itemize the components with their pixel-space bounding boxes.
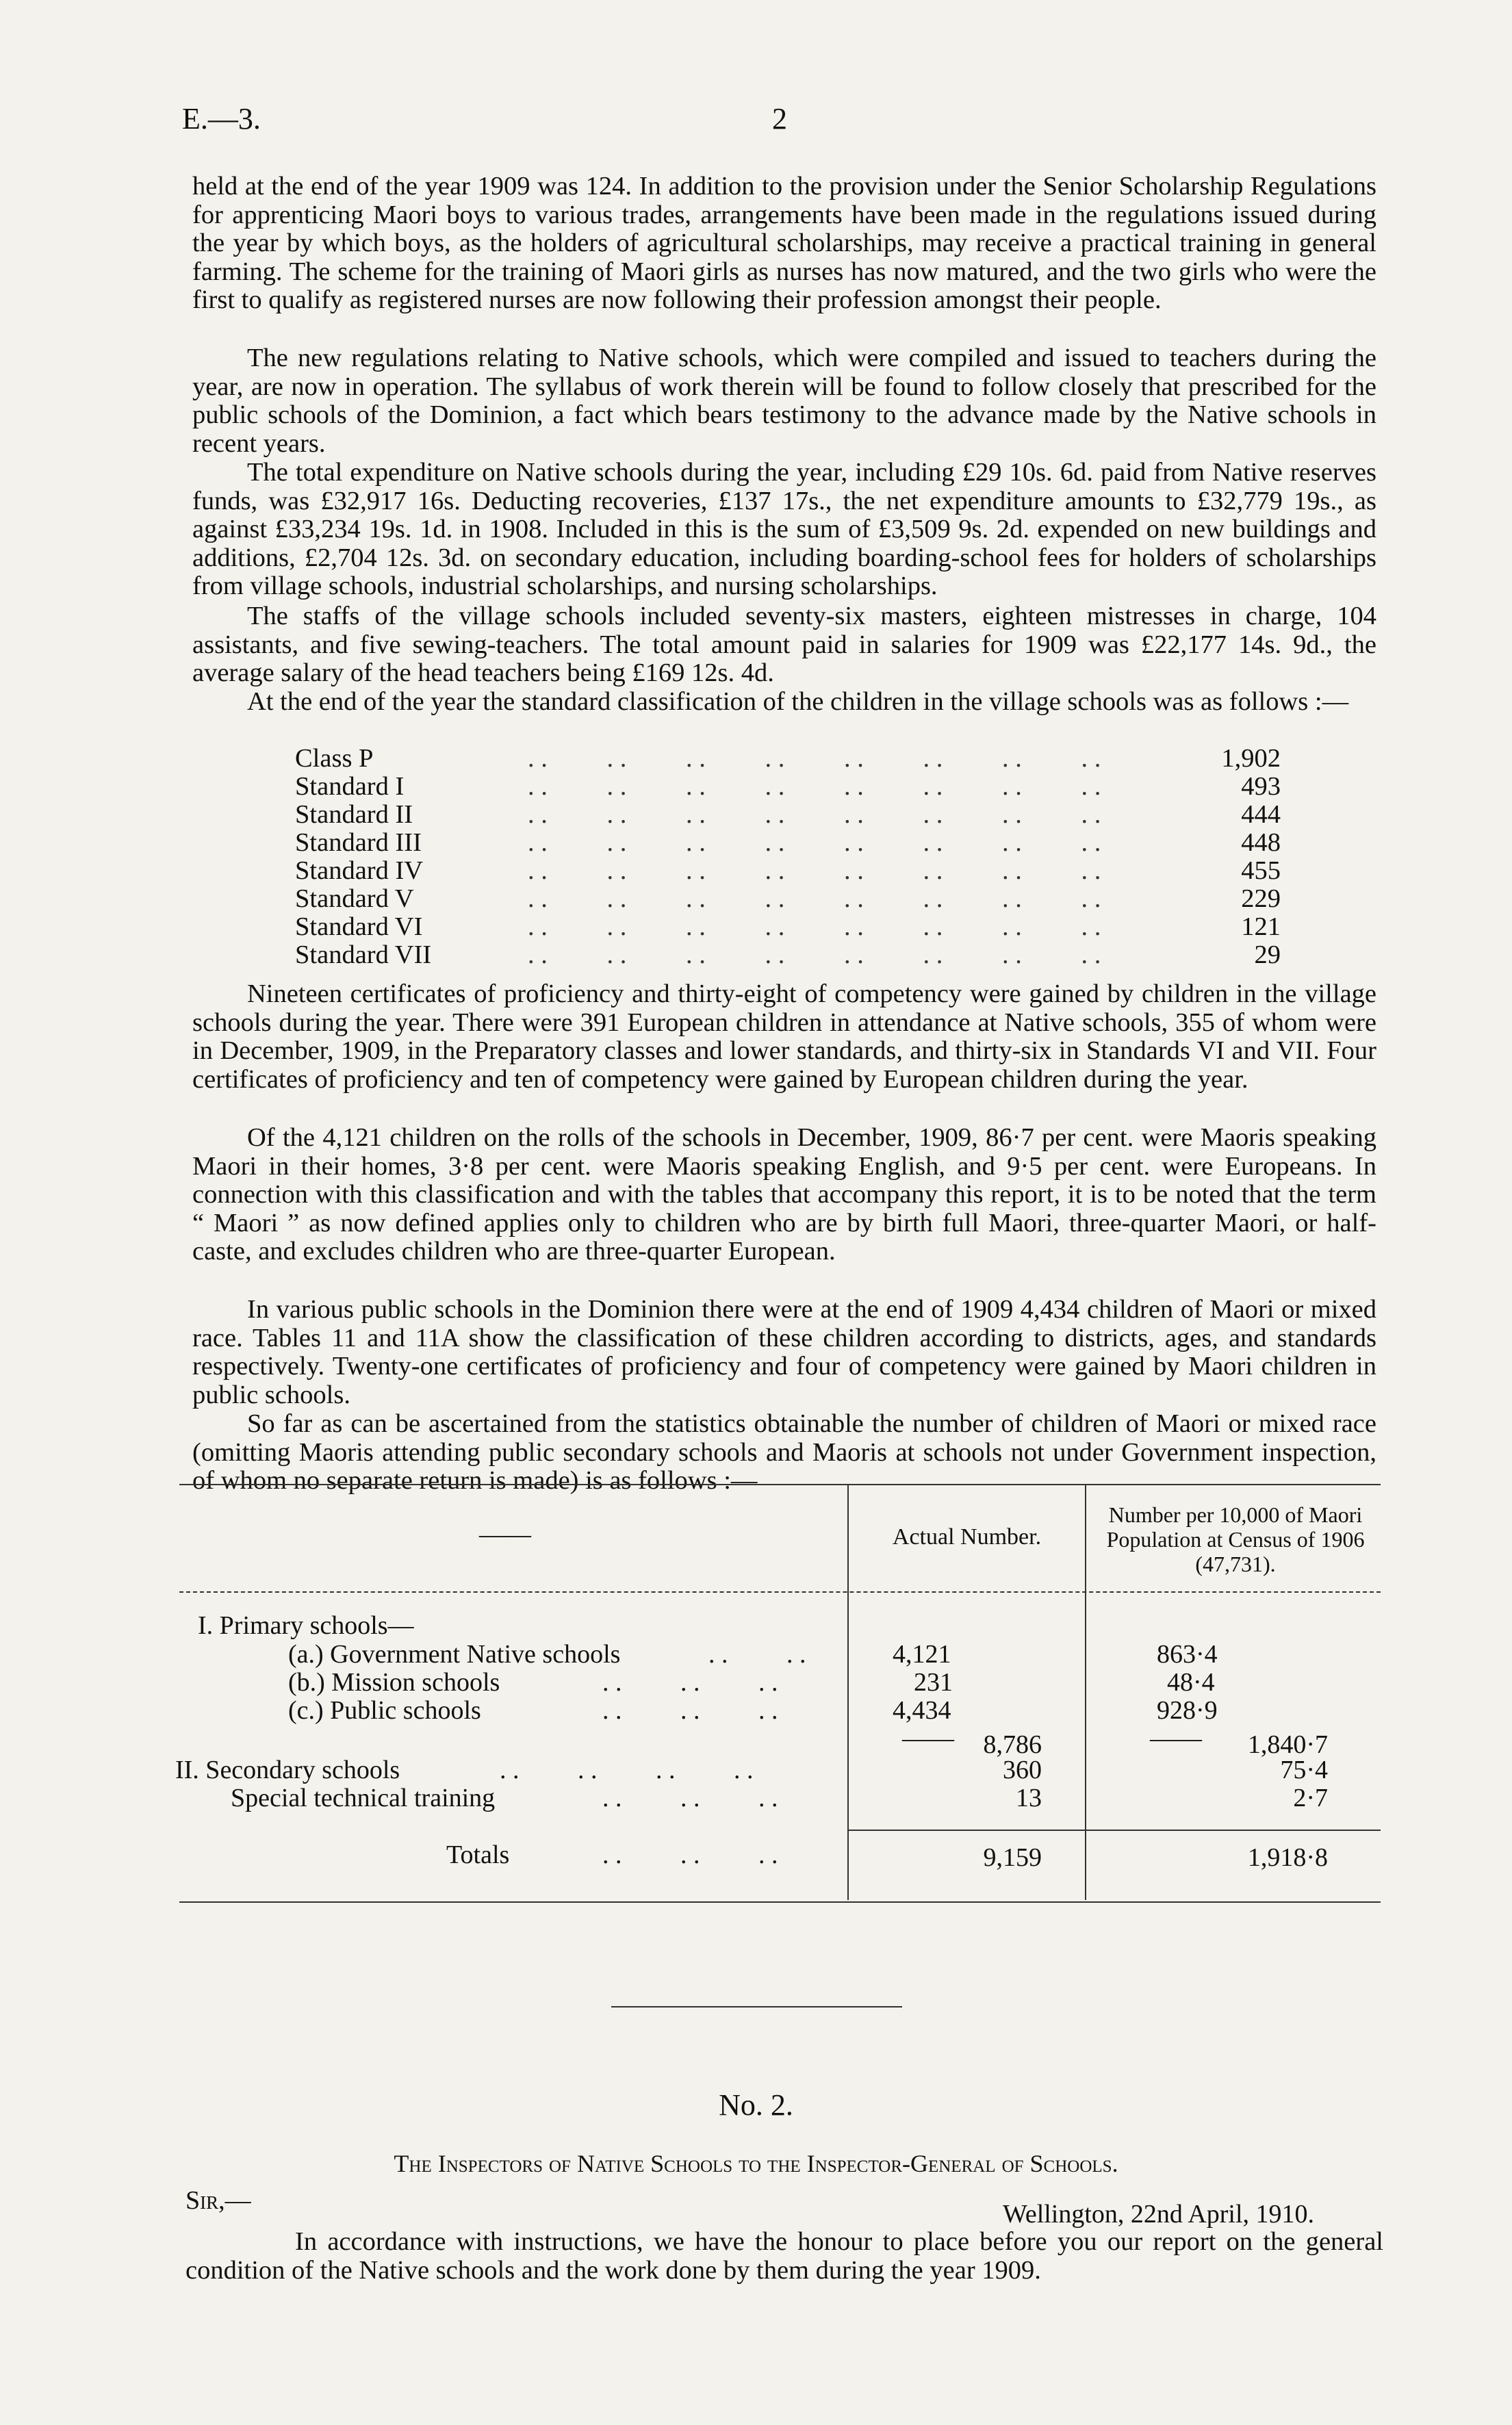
table-totals-label: Totals — [446, 1840, 510, 1869]
table-row-label: Special technical training — [231, 1784, 496, 1812]
paragraph-7: Of the 4,121 children on the rolls of the schools in December, 1909, 86·7 per cent. were Maoris speaking Maori in their homes, 3·8 per cent. were Maoris speaking English, and 9·5 per cent. were Europeans. In connection with this classification and with the tables that accompany this report, it is to be noted that the term “ Maori ” as now defined applies only to children who are by birth full Maori, three-quarter Maori, or half-caste, and excludes children who are three-quarter European. — [192, 1123, 1376, 1266]
classification-value: 493 — [1241, 772, 1281, 801]
classification-value: 444 — [1241, 800, 1281, 829]
classification-value: 229 — [1241, 884, 1281, 913]
classification-label: Standard VI — [295, 912, 423, 941]
page-number: 2 — [772, 102, 787, 136]
table-row-label: I. Primary schools— — [198, 1611, 414, 1640]
classification-label: Standard I — [295, 772, 405, 801]
table-row-label: II. Secondary schools — [175, 1756, 400, 1784]
table-cell-subtotal: 8,786 — [983, 1730, 1042, 1759]
table-row-label: (a.) Government Native schools — [288, 1640, 621, 1669]
classification-row: Standard IV . . . . . . . . . . . . . . . . 455 — [295, 856, 1281, 885]
classification-label: Standard VII — [295, 940, 432, 969]
table-totals-per-10000: 1,918·8 — [1247, 1843, 1328, 1872]
letter-body: In accordance with instructions, we have the honour to place before you our report on the general condition of the Native schools and the work done by them during the year 1909. — [185, 2227, 1383, 2285]
classification-value: 29 — [1254, 940, 1281, 969]
table-cell-per-10000: 928·9 — [1157, 1696, 1218, 1725]
table-cell-actual: 4,121 — [893, 1640, 951, 1669]
classification-label: Class P — [295, 744, 374, 773]
classification-row: Standard III . . . . . . . . . . . . . . . . 448 — [295, 828, 1281, 857]
table-cell-actual: 13 — [1016, 1784, 1042, 1812]
table-cell-actual: 360 — [1003, 1756, 1042, 1784]
paragraph-8: In various public schools in the Dominion there were at the end of 1909 4,434 children of Maori or mixed race. Tables 11 and 11A show the classification of these children according to districts, ages, and standards respectively. Twenty-one certificates of proficiency and four of competency were gained by Maori children in public schools. — [192, 1295, 1376, 1409]
classification-row: Standard V . . . . . . . . . . . . . . . . 229 — [295, 884, 1281, 913]
table-cell-per-10000: 75·4 — [1280, 1756, 1328, 1784]
salutation: Sir,— — [185, 2186, 251, 2215]
table-cell-per-10000: 48·4 — [1167, 1668, 1215, 1697]
table-totals-actual: 9,159 — [983, 1843, 1042, 1872]
table-subtotal-rule: —— — [1150, 1724, 1202, 1753]
dateline: Wellington, 22nd April, 1910. — [1003, 2200, 1315, 2229]
paragraph-5: At the end of the year the standard classification of the children in the village schools was as follows :— — [247, 687, 1349, 716]
table-header-blank: —— — [479, 1520, 531, 1549]
table-cell-subtotal: 1,840·7 — [1247, 1730, 1328, 1759]
paragraph-4: The staffs of the village schools included seventy-six masters, eighteen mistresses in charge, 104 assistants, and five sewing-teachers. The total amount paid in salaries for 1909 was £22,177 14s. 9d., the average salary of the head teachers being £169 12s. 4d. — [192, 602, 1376, 687]
classification-value: 448 — [1241, 828, 1281, 857]
section-divider — [611, 2006, 902, 2007]
table-cell-per-10000: 2·7 — [1293, 1784, 1328, 1812]
table-cell-actual: 231 — [914, 1668, 953, 1697]
classification-row: Standard II . . . . . . . . . . . . . . . . 444 — [295, 800, 1281, 829]
classification-row: Standard VI . . . . . . . . . . . . . . . . 121 — [295, 912, 1281, 941]
paragraph-3: The total expenditure on Native schools during the year, including £29 10s. 6d. paid from Native reserves funds, was £32,917 16s. Deducting recoveries, £137 17s., the net expenditure amounts to £32,779 19s., as against £33,234 19s. 1d. in 1908. Included in this is the sum of £3,509 9s. 2d. expended on new buildings and additions, £2,704 12s. 3d. on secondary education, including boarding-school fees for holders of scholarships from village schools, industrial scholarships, and nursing scholarships. — [192, 458, 1376, 600]
report-reference: E.—3. — [182, 102, 261, 136]
classification-label: Standard V — [295, 884, 414, 913]
table-row-label: (b.) Mission schools — [288, 1668, 500, 1697]
classification-row: Standard VII . . . . . . . . . . . . . . . . 29 — [295, 940, 1281, 969]
paragraph-6: Nineteen certificates of proficiency and thirty-eight of competency were gained by children in the village schools during the year. There were 391 European children in attendance at Native schools, 355 of whom were in December, 1909, in the Preparatory classes and lower standards, and thirty-six in Standards VI and VII. Four certificates of proficiency and ten of competency were gained by European children during the year. — [192, 979, 1376, 1094]
classification-value: 1,902 — [1221, 744, 1281, 773]
table-header-actual: Actual Number. — [892, 1524, 1042, 1550]
section-title: The Inspectors of Native Schools to the Inspector-General of Schools. — [394, 2150, 1118, 2177]
section-number: No. 2. — [719, 2088, 793, 2122]
classification-label: Standard II — [295, 800, 413, 829]
paragraph-9: So far as can be ascertained from the statistics obtainable the number of children of Maori or mixed race (omitting Maoris attending public secondary schools and Maoris at schools not under Government inspection, of whom no separate return is made) is as follows :— — [192, 1409, 1376, 1495]
paragraph-2: The new regulations relating to Native schools, which were compiled and issued to teachers during the year, are now in operation. The syllabus of work therein will be found to follow closely that prescribed for the public schools of the Dominion, a fact which bears testimony to the advance made by the Native schools in recent years. — [192, 344, 1376, 458]
classification-row: Standard I . . . . . . . . . . . . . . . . 493 — [295, 772, 1281, 801]
table-header-per-10000: Number per 10,000 of Maori Population at Census of 1906 (47,731). — [1106, 1502, 1365, 1576]
classification-value: 121 — [1241, 912, 1281, 941]
table-cell-per-10000: 863·4 — [1157, 1640, 1218, 1669]
classification-value: 455 — [1241, 856, 1281, 885]
classification-label: Standard III — [295, 828, 422, 857]
classification-row: Class P . . . . . . . . . . . . . . . . 1,902 — [295, 744, 1281, 773]
table-subtotal-rule: —— — [902, 1724, 954, 1753]
paragraph-1: held at the end of the year 1909 was 124. In addition to the provision under the Senior Scholarship Regulations for apprenticing Maori boys to various trades, arrangements have been made in the regulations issued during the year by which boys, as the holders of agricultural scholarships, may receive a practical training in general farming. The scheme for the training of Maori girls as nurses has now matured, and the two girls who were the first to qualify as registered nurses are now following their profession amongst their people. — [192, 172, 1376, 314]
table-cell-actual: 4,434 — [893, 1696, 951, 1725]
table-row-label: (c.) Public schools — [288, 1696, 481, 1725]
classification-label: Standard IV — [295, 856, 424, 885]
